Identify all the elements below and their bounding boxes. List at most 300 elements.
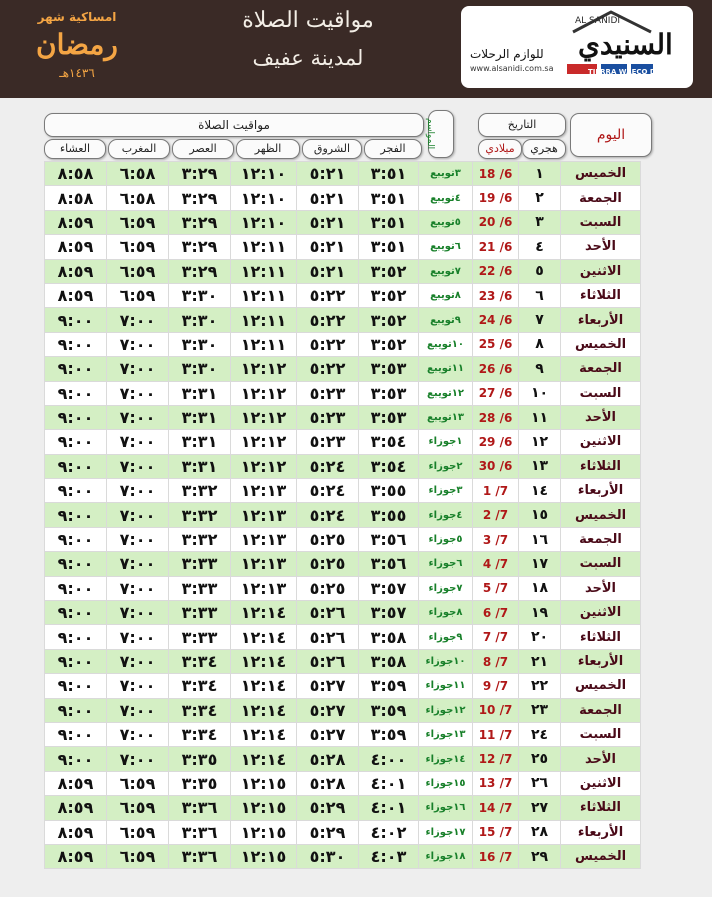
isha-cell: ٨:٥٩	[45, 259, 107, 283]
gregorian-date-cell: 2 /7	[473, 503, 519, 527]
maghrib-cell: ٧:٠٠	[107, 674, 169, 698]
season-cell: ١٦جوزاء	[419, 796, 473, 820]
hijri-date-cell: ١٨	[519, 576, 561, 600]
asr-cell: ٣:٣٥	[169, 747, 231, 771]
dhuhr-cell: ١٢:١٢	[231, 405, 297, 429]
asr-cell: ٣:٣٤	[169, 698, 231, 722]
fajr-cell: ٣:٥١	[359, 210, 419, 234]
gregorian-date-cell: 23 /6	[473, 283, 519, 307]
season-cell: ١٢جوزاء	[419, 698, 473, 722]
maghrib-cell: ٦:٥٩	[107, 283, 169, 307]
maghrib-cell: ٧:٠٠	[107, 576, 169, 600]
isha-cell: ٩:٠٠	[45, 332, 107, 356]
dhuhr-cell: ١٢:١٥	[231, 844, 297, 868]
fajr-cell: ٣:٥١	[359, 235, 419, 259]
dhuhr-cell: ١٢:١١	[231, 235, 297, 259]
maghrib-cell: ٧:٠٠	[107, 454, 169, 478]
day-name-cell: الاثنين	[561, 601, 641, 625]
maghrib-cell: ٧:٠٠	[107, 625, 169, 649]
fajr-cell: ٤:٠٢	[359, 820, 419, 844]
day-name-cell: الخميس	[561, 674, 641, 698]
asr-cell: ٣:٣٣	[169, 601, 231, 625]
table-row	[45, 674, 641, 698]
dhuhr-cell: ١٢:١٤	[231, 722, 297, 746]
header-dhuhr: الظهر	[236, 139, 300, 159]
day-name-cell: الأحد	[561, 747, 641, 771]
header-hijri: هجري	[522, 139, 566, 159]
dhuhr-cell: ١٢:١٤	[231, 625, 297, 649]
season-cell: ٥جوزاء	[419, 527, 473, 551]
day-name-cell: الأربعاء	[561, 649, 641, 673]
isha-cell: ٩:٠٠	[45, 674, 107, 698]
fajr-cell: ٣:٥٨	[359, 625, 419, 649]
gregorian-date-cell: 27 /6	[473, 381, 519, 405]
dhuhr-cell: ١٢:١٤	[231, 601, 297, 625]
dhuhr-cell: ١٢:١٢	[231, 357, 297, 381]
fajr-cell: ٣:٥٦	[359, 552, 419, 576]
maghrib-cell: ٧:٠٠	[107, 332, 169, 356]
day-name-cell: الخميس	[561, 844, 641, 868]
day-name-cell: الأحد	[561, 576, 641, 600]
season-cell: ٨تويبع	[419, 283, 473, 307]
day-name-cell: الجمعة	[561, 357, 641, 381]
fajr-cell: ٣:٥٥	[359, 479, 419, 503]
isha-cell: ٩:٠٠	[45, 527, 107, 551]
season-cell: ٤تويبع	[419, 186, 473, 210]
isha-cell: ٩:٠٠	[45, 454, 107, 478]
asr-cell: ٣:٣٠	[169, 283, 231, 307]
season-cell: ١١تويبع	[419, 357, 473, 381]
ramadan-title: رمضان	[36, 28, 118, 61]
hijri-date-cell: ٢٢	[519, 674, 561, 698]
sunrise-cell: ٥:٢٩	[297, 796, 359, 820]
table-row	[45, 601, 641, 625]
maghrib-cell: ٧:٠٠	[107, 430, 169, 454]
season-cell: ١٣تويبع	[419, 405, 473, 429]
dhuhr-cell: ١٢:١٤	[231, 649, 297, 673]
hijri-date-cell: ٥	[519, 259, 561, 283]
season-cell: ٩تويبع	[419, 308, 473, 332]
dhuhr-cell: ١٢:١٣	[231, 479, 297, 503]
table-row	[45, 820, 641, 844]
fajr-cell: ٣:٥٩	[359, 722, 419, 746]
hijri-date-cell: ١٦	[519, 527, 561, 551]
table-row	[45, 430, 641, 454]
ramadan-label: امساكية شهر	[37, 10, 117, 24]
asr-cell: ٣:٣٣	[169, 576, 231, 600]
dhuhr-cell: ١٢:١١	[231, 259, 297, 283]
gregorian-date-cell: 6 /7	[473, 601, 519, 625]
hijri-date-cell: ١٤	[519, 479, 561, 503]
season-cell: ٩جوزاء	[419, 625, 473, 649]
fajr-cell: ٣:٥٨	[359, 649, 419, 673]
fajr-cell: ٣:٥٣	[359, 405, 419, 429]
header-gregorian: ميلادي	[478, 139, 522, 159]
sunrise-cell: ٥:٢٥	[297, 576, 359, 600]
season-cell: ٦تويبع	[419, 235, 473, 259]
table-row	[45, 210, 641, 234]
isha-cell: ٩:٠٠	[45, 698, 107, 722]
asr-cell: ٣:٣٦	[169, 844, 231, 868]
dhuhr-cell: ١٢:١٣	[231, 503, 297, 527]
day-name-cell: الثلاثاء	[561, 625, 641, 649]
season-cell: ٨جوزاء	[419, 601, 473, 625]
fajr-cell: ٤:٠٣	[359, 844, 419, 868]
dhuhr-cell: ١٢:١١	[231, 332, 297, 356]
day-name-cell: السبت	[561, 210, 641, 234]
asr-cell: ٣:٣٠	[169, 332, 231, 356]
gregorian-date-cell: 20 /6	[473, 210, 519, 234]
maghrib-cell: ٧:٠٠	[107, 381, 169, 405]
day-name-cell: السبت	[561, 381, 641, 405]
header-day: اليوم	[570, 113, 652, 157]
maghrib-cell: ٧:٠٠	[107, 552, 169, 576]
isha-cell: ٩:٠٠	[45, 381, 107, 405]
table-row	[45, 503, 641, 527]
asr-cell: ٣:٢٩	[169, 210, 231, 234]
header-prayer-times: مواقيت الصلاة	[44, 113, 424, 137]
isha-cell: ٩:٠٠	[45, 722, 107, 746]
hijri-date-cell: ١٥	[519, 503, 561, 527]
maghrib-cell: ٧:٠٠	[107, 722, 169, 746]
day-name-cell: الأربعاء	[561, 820, 641, 844]
header-asr: العصر	[172, 139, 234, 159]
page-header	[0, 0, 712, 98]
gregorian-date-cell: 26 /6	[473, 357, 519, 381]
fajr-cell: ٣:٥٢	[359, 332, 419, 356]
isha-cell: ٩:٠٠	[45, 552, 107, 576]
ramadan-year: ١٤٣٦هـ	[59, 66, 95, 80]
table-row	[45, 381, 641, 405]
sunrise-cell: ٥:٢٦	[297, 625, 359, 649]
maghrib-cell: ٧:٠٠	[107, 308, 169, 332]
season-cell: ١١جوزاء	[419, 674, 473, 698]
header-fajr: الفجر	[364, 139, 422, 159]
gregorian-date-cell: 29 /6	[473, 430, 519, 454]
hijri-date-cell: ٢	[519, 186, 561, 210]
brand-tagline: للوازم الرحلات	[470, 47, 544, 61]
asr-cell: ٣:٣٣	[169, 552, 231, 576]
season-cell: ٣تويبع	[419, 162, 473, 186]
header-sunrise: الشروق	[302, 139, 362, 159]
fajr-cell: ٣:٥٢	[359, 308, 419, 332]
day-name-cell: الاثنين	[561, 430, 641, 454]
gregorian-date-cell: 3 /7	[473, 527, 519, 551]
hijri-date-cell: ٢٥	[519, 747, 561, 771]
day-name-cell: الثلاثاء	[561, 283, 641, 307]
table-row	[45, 259, 641, 283]
season-cell: ٥تويبع	[419, 210, 473, 234]
dhuhr-cell: ١٢:١٤	[231, 674, 297, 698]
sunrise-cell: ٥:٢٨	[297, 747, 359, 771]
fajr-cell: ٣:٥٩	[359, 698, 419, 722]
sunrise-cell: ٥:٢٧	[297, 698, 359, 722]
fajr-cell: ٣:٥٣	[359, 357, 419, 381]
gregorian-date-cell: 10 /7	[473, 698, 519, 722]
maghrib-cell: ٦:٥٨	[107, 162, 169, 186]
dhuhr-cell: ١٢:١٣	[231, 552, 297, 576]
day-name-cell: الخميس	[561, 162, 641, 186]
maghrib-cell: ٧:٠٠	[107, 747, 169, 771]
sunrise-cell: ٥:٢٥	[297, 552, 359, 576]
hijri-date-cell: ٢٩	[519, 844, 561, 868]
fajr-cell: ٤:٠٠	[359, 747, 419, 771]
asr-cell: ٣:٣٠	[169, 357, 231, 381]
day-name-cell: الجمعة	[561, 527, 641, 551]
maghrib-cell: ٦:٥٩	[107, 796, 169, 820]
gregorian-date-cell: 24 /6	[473, 308, 519, 332]
gregorian-date-cell: 1 /7	[473, 479, 519, 503]
sunrise-cell: ٥:٢١	[297, 259, 359, 283]
table-row	[45, 625, 641, 649]
maghrib-cell: ٦:٥٩	[107, 844, 169, 868]
season-cell: ٢جوزاء	[419, 454, 473, 478]
table-row	[45, 283, 641, 307]
sunrise-cell: ٥:٣٠	[297, 844, 359, 868]
sunrise-cell: ٥:٢٦	[297, 601, 359, 625]
table-row	[45, 235, 641, 259]
gregorian-date-cell: 13 /7	[473, 771, 519, 795]
dhuhr-cell: ١٢:١٢	[231, 381, 297, 405]
asr-cell: ٣:٣١	[169, 454, 231, 478]
fajr-cell: ٣:٥٦	[359, 527, 419, 551]
sunrise-cell: ٥:٢٦	[297, 649, 359, 673]
isha-cell: ٩:٠٠	[45, 479, 107, 503]
maghrib-cell: ٧:٠٠	[107, 698, 169, 722]
season-cell: ٧جوزاء	[419, 576, 473, 600]
asr-cell: ٣:٣٥	[169, 771, 231, 795]
asr-cell: ٣:٣٢	[169, 527, 231, 551]
fajr-cell: ٣:٥٧	[359, 601, 419, 625]
day-name-cell: الخميس	[561, 332, 641, 356]
day-name-cell: الاثنين	[561, 771, 641, 795]
table-row	[45, 162, 641, 186]
page-city: لمدينة عفيف	[252, 46, 364, 70]
brand-name-en: AL SANIDI	[575, 16, 621, 26]
header-season: المواسم	[428, 110, 454, 158]
sunrise-cell: ٥:٢٤	[297, 503, 359, 527]
hijri-date-cell: ٢٠	[519, 625, 561, 649]
partner-logos: TIERRA WAECO DPC	[588, 68, 667, 76]
gregorian-date-cell: 30 /6	[473, 454, 519, 478]
table-row	[45, 186, 641, 210]
season-cell: ١٤جوزاء	[419, 747, 473, 771]
sunrise-cell: ٥:٢٤	[297, 454, 359, 478]
table-row	[45, 722, 641, 746]
sunrise-cell: ٥:٢١	[297, 162, 359, 186]
maghrib-cell: ٦:٥٩	[107, 771, 169, 795]
asr-cell: ٣:٢٩	[169, 186, 231, 210]
hijri-date-cell: ٢٨	[519, 820, 561, 844]
fajr-cell: ٣:٥٣	[359, 381, 419, 405]
fajr-cell: ٣:٥٤	[359, 430, 419, 454]
table-row	[45, 479, 641, 503]
hijri-date-cell: ٣	[519, 210, 561, 234]
dhuhr-cell: ١٢:١٣	[231, 527, 297, 551]
gregorian-date-cell: 14 /7	[473, 796, 519, 820]
dhuhr-cell: ١٢:١٠	[231, 162, 297, 186]
maghrib-cell: ٧:٠٠	[107, 649, 169, 673]
hijri-date-cell: ٨	[519, 332, 561, 356]
fajr-cell: ٤:٠١	[359, 796, 419, 820]
hijri-date-cell: ١١	[519, 405, 561, 429]
hijri-date-cell: ٢٤	[519, 722, 561, 746]
fajr-cell: ٣:٥١	[359, 162, 419, 186]
asr-cell: ٣:٢٩	[169, 235, 231, 259]
gregorian-date-cell: 4 /7	[473, 552, 519, 576]
dhuhr-cell: ١٢:١٠	[231, 186, 297, 210]
asr-cell: ٣:٣٤	[169, 674, 231, 698]
sunrise-cell: ٥:٢١	[297, 186, 359, 210]
isha-cell: ٨:٥٩	[45, 283, 107, 307]
isha-cell: ٩:٠٠	[45, 625, 107, 649]
isha-cell: ٨:٥٩	[45, 235, 107, 259]
fajr-cell: ٤:٠١	[359, 771, 419, 795]
isha-cell: ٩:٠٠	[45, 601, 107, 625]
gregorian-date-cell: 8 /7	[473, 649, 519, 673]
asr-cell: ٣:٣١	[169, 405, 231, 429]
sunrise-cell: ٥:٢٢	[297, 283, 359, 307]
season-cell: ٦جوزاء	[419, 552, 473, 576]
isha-cell: ٨:٥٩	[45, 796, 107, 820]
asr-cell: ٣:٣٠	[169, 308, 231, 332]
brand-website: www.alsanidi.com.sa	[470, 64, 554, 73]
isha-cell: ٨:٥٩	[45, 210, 107, 234]
sunrise-cell: ٥:٢٧	[297, 674, 359, 698]
maghrib-cell: ٧:٠٠	[107, 503, 169, 527]
maghrib-cell: ٦:٥٨	[107, 186, 169, 210]
dhuhr-cell: ١٢:١٥	[231, 796, 297, 820]
season-cell: ٣جوزاء	[419, 479, 473, 503]
gregorian-date-cell: 7 /7	[473, 625, 519, 649]
asr-cell: ٣:٣٦	[169, 796, 231, 820]
gregorian-date-cell: 15 /7	[473, 820, 519, 844]
sunrise-cell: ٥:٢٤	[297, 479, 359, 503]
day-name-cell: السبت	[561, 722, 641, 746]
hijri-date-cell: ١٢	[519, 430, 561, 454]
isha-cell: ٩:٠٠	[45, 503, 107, 527]
day-name-cell: الجمعة	[561, 698, 641, 722]
day-name-cell: الثلاثاء	[561, 454, 641, 478]
table-row	[45, 576, 641, 600]
table-row	[45, 357, 641, 381]
gregorian-date-cell: 11 /7	[473, 722, 519, 746]
day-name-cell: الثلاثاء	[561, 796, 641, 820]
fajr-cell: ٣:٥٧	[359, 576, 419, 600]
isha-cell: ٨:٥٩	[45, 820, 107, 844]
season-cell: ٧تويبع	[419, 259, 473, 283]
table-row	[45, 405, 641, 429]
hijri-date-cell: ١٧	[519, 552, 561, 576]
isha-cell: ٩:٠٠	[45, 576, 107, 600]
sunrise-cell: ٥:٢٣	[297, 430, 359, 454]
asr-cell: ٣:٣٦	[169, 820, 231, 844]
gregorian-date-cell: 12 /7	[473, 747, 519, 771]
fajr-cell: ٣:٥١	[359, 186, 419, 210]
isha-cell: ٩:٠٠	[45, 430, 107, 454]
hijri-date-cell: ١	[519, 162, 561, 186]
sunrise-cell: ٥:٢١	[297, 235, 359, 259]
table-row	[45, 552, 641, 576]
sunrise-cell: ٥:٢٣	[297, 381, 359, 405]
isha-cell: ٨:٥٩	[45, 844, 107, 868]
isha-cell: ٩:٠٠	[45, 405, 107, 429]
gregorian-date-cell: 28 /6	[473, 405, 519, 429]
season-cell: ٤جوزاء	[419, 503, 473, 527]
isha-cell: ٨:٥٩	[45, 771, 107, 795]
gregorian-date-cell: 19 /6	[473, 186, 519, 210]
maghrib-cell: ٦:٥٩	[107, 259, 169, 283]
gregorian-date-cell: 18 /6	[473, 162, 519, 186]
dhuhr-cell: ١٢:١٢	[231, 454, 297, 478]
hijri-date-cell: ٧	[519, 308, 561, 332]
isha-cell: ٨:٥٨	[45, 162, 107, 186]
maghrib-cell: ٧:٠٠	[107, 479, 169, 503]
dhuhr-cell: ١٢:١٤	[231, 747, 297, 771]
season-cell: ١٥جوزاء	[419, 771, 473, 795]
season-cell: ١٢تويبع	[419, 381, 473, 405]
hijri-date-cell: ٢٧	[519, 796, 561, 820]
hijri-date-cell: ١٠	[519, 381, 561, 405]
table-row	[45, 771, 641, 795]
maghrib-cell: ٦:٥٩	[107, 210, 169, 234]
sunrise-cell: ٥:٢٢	[297, 308, 359, 332]
fajr-cell: ٣:٥٥	[359, 503, 419, 527]
table-row	[45, 698, 641, 722]
gregorian-date-cell: 22 /6	[473, 259, 519, 283]
sunrise-cell: ٥:٢٥	[297, 527, 359, 551]
season-cell: ١٧جوزاء	[419, 820, 473, 844]
isha-cell: ٩:٠٠	[45, 747, 107, 771]
asr-cell: ٣:٢٩	[169, 162, 231, 186]
day-name-cell: الأحد	[561, 235, 641, 259]
sunrise-cell: ٥:٢٣	[297, 405, 359, 429]
prayer-times-table	[44, 161, 641, 869]
day-name-cell: الأربعاء	[561, 479, 641, 503]
brand-name-ar: السنيدي	[578, 28, 673, 61]
hijri-date-cell: ٦	[519, 283, 561, 307]
hijri-date-cell: ٤	[519, 235, 561, 259]
sunrise-cell: ٥:٢٨	[297, 771, 359, 795]
asr-cell: ٣:٣٤	[169, 649, 231, 673]
maghrib-cell: ٧:٠٠	[107, 405, 169, 429]
maghrib-cell: ٦:٥٩	[107, 235, 169, 259]
hijri-date-cell: ٢١	[519, 649, 561, 673]
header-maghrib: المغرب	[108, 139, 170, 159]
sunrise-cell: ٥:٢٧	[297, 722, 359, 746]
header-date: التاريخ	[478, 113, 566, 137]
isha-cell: ٨:٥٨	[45, 186, 107, 210]
sunrise-cell: ٥:٢٢	[297, 332, 359, 356]
asr-cell: ٣:٣٣	[169, 625, 231, 649]
sunrise-cell: ٥:٢٩	[297, 820, 359, 844]
header-isha: العشاء	[44, 139, 106, 159]
asr-cell: ٣:٣١	[169, 381, 231, 405]
table-row	[45, 747, 641, 771]
isha-cell: ٩:٠٠	[45, 357, 107, 381]
asr-cell: ٣:٣١	[169, 430, 231, 454]
season-cell: ١٨جوزاء	[419, 844, 473, 868]
season-cell: ١جوزاء	[419, 430, 473, 454]
fajr-cell: ٣:٥٩	[359, 674, 419, 698]
hijri-date-cell: ٢٦	[519, 771, 561, 795]
maghrib-cell: ٦:٥٩	[107, 820, 169, 844]
dhuhr-cell: ١٢:١٢	[231, 430, 297, 454]
dhuhr-cell: ١٢:١٣	[231, 576, 297, 600]
table-row	[45, 527, 641, 551]
gregorian-date-cell: 5 /7	[473, 576, 519, 600]
maghrib-cell: ٧:٠٠	[107, 357, 169, 381]
